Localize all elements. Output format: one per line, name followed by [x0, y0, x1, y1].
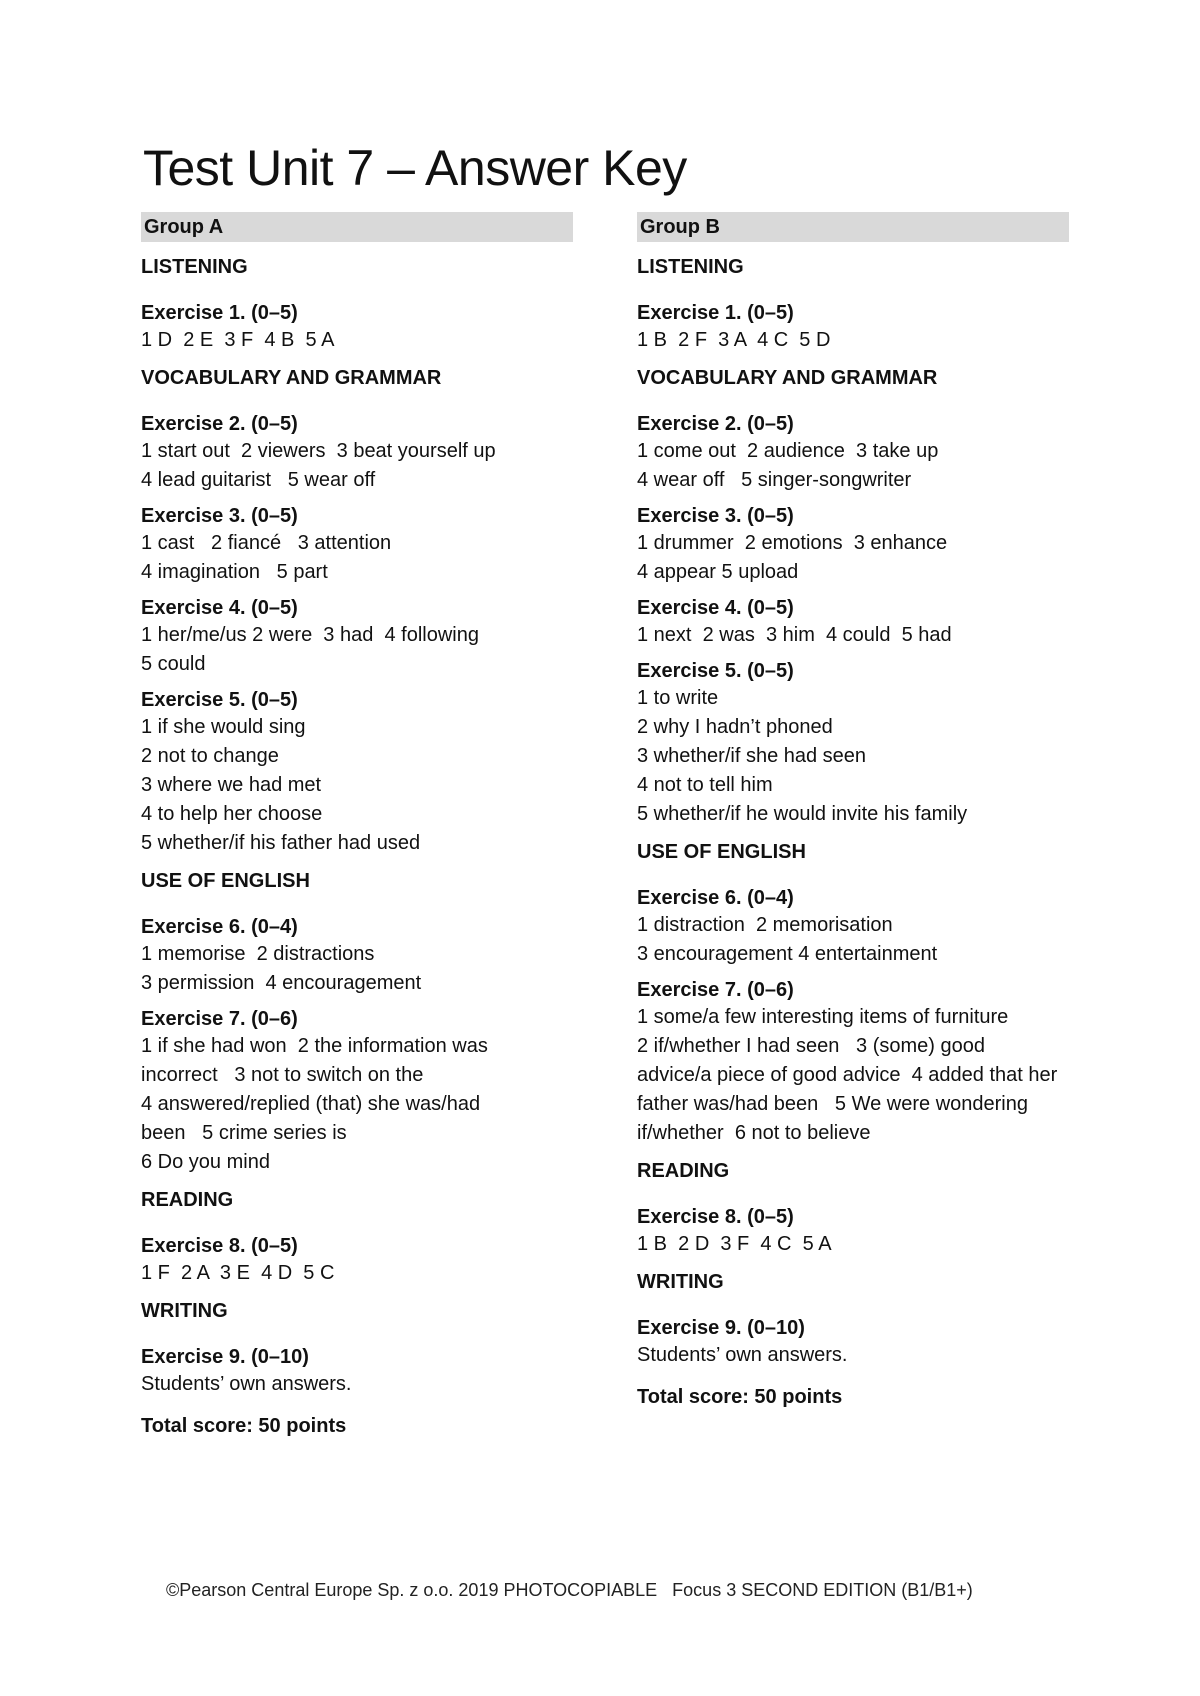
answer-line: 1 drummer 2 emotions 3 enhance — [637, 532, 948, 554]
exercise-block — [637, 503, 1069, 587]
exercise-title: Exercise 6. (0–4) — [637, 887, 794, 909]
answer-line: 4 to help her choose — [141, 803, 323, 825]
answer-line: Students’ own answers. — [141, 1373, 352, 1395]
answer-line: 1 if she would sing — [141, 716, 306, 738]
answer-line: 1 D 2 E 3 F 4 B 5 A — [141, 329, 335, 351]
exercise-title: Exercise 9. (0–10) — [637, 1317, 805, 1339]
answer-line: 2 why I hadn’t phoned — [637, 716, 833, 738]
exercise-block — [141, 687, 573, 858]
answer-line: 2 if/whether I had seen 3 (some) good — [637, 1035, 985, 1057]
page-title: Test Unit 7 – Answer Key — [143, 140, 687, 196]
answer-line: 1 B 2 F 3 A 4 C 5 D — [637, 329, 831, 351]
exercise-title: Exercise 2. (0–5) — [141, 413, 298, 435]
exercise-title: Exercise 7. (0–6) — [141, 1008, 298, 1030]
exercise-title: Exercise 3. (0–5) — [141, 505, 298, 527]
answer-line: 2 not to change — [141, 745, 279, 767]
section-heading: VOCABULARY AND GRAMMAR — [141, 367, 442, 389]
exercise-block — [637, 1315, 1069, 1370]
answer-line: 1 come out 2 audience 3 take up — [637, 440, 939, 462]
exercise-block — [141, 1233, 573, 1288]
answer-line: if/whether 6 not to believe — [637, 1122, 871, 1144]
answer-line: 4 imagination 5 part — [141, 561, 328, 583]
exercise-title: Exercise 1. (0–5) — [141, 302, 298, 324]
exercise-block — [637, 300, 1069, 355]
exercise-title: Exercise 6. (0–4) — [141, 916, 298, 938]
exercise-title: Exercise 8. (0–5) — [637, 1206, 794, 1228]
exercise-block — [141, 1006, 573, 1177]
answer-line: 1 distraction 2 memorisation — [637, 914, 893, 936]
exercise-block — [637, 411, 1069, 495]
answer-line: father was/had been 5 We were wondering — [637, 1093, 1028, 1115]
exercise-block — [141, 300, 573, 355]
answer-line: been 5 crime series is — [141, 1122, 347, 1144]
answer-line: 4 answered/replied (that) she was/had — [141, 1093, 481, 1115]
exercise-title: Exercise 2. (0–5) — [637, 413, 794, 435]
exercise-block — [141, 1344, 573, 1399]
section-heading: READING — [141, 1189, 234, 1211]
exercise-block — [637, 977, 1069, 1148]
exercise-block — [141, 411, 573, 495]
exercise-title: Exercise 8. (0–5) — [141, 1235, 298, 1257]
answer-line: 5 whether/if his father had used — [141, 832, 421, 854]
exercise-block — [637, 658, 1069, 829]
group-header: Group A — [141, 212, 573, 242]
answer-line: 1 her/me/us 2 were 3 had 4 following — [141, 624, 479, 646]
total-score: Total score: 50 points — [637, 1386, 843, 1408]
exercise-title: Exercise 4. (0–5) — [141, 597, 298, 619]
group-header: Group B — [637, 212, 1069, 242]
exercise-title: Exercise 4. (0–5) — [637, 597, 794, 619]
answer-line: 1 memorise 2 distractions — [141, 943, 375, 965]
answer-line: 1 cast 2 fiancé 3 attention — [141, 532, 392, 554]
exercise-block — [637, 885, 1069, 969]
section-heading: VOCABULARY AND GRAMMAR — [637, 367, 938, 389]
exercise-title: Exercise 5. (0–5) — [637, 660, 794, 682]
answer-line: 1 if she had won 2 the information was — [141, 1035, 488, 1057]
answer-line: advice/a piece of good advice 4 added that her — [637, 1064, 1058, 1086]
answer-line: 1 next 2 was 3 him 4 could 5 had — [637, 624, 952, 646]
answer-line: 1 start out 2 viewers 3 beat yourself up — [141, 440, 496, 462]
exercise-block — [141, 914, 573, 998]
section-heading: LISTENING — [637, 256, 744, 278]
section-heading: READING — [637, 1160, 730, 1182]
answer-line: 1 some/a few interesting items of furniture — [637, 1006, 1009, 1028]
exercise-title: Exercise 5. (0–5) — [141, 689, 298, 711]
exercise-title: Exercise 1. (0–5) — [637, 302, 794, 324]
exercise-block — [637, 1204, 1069, 1259]
answer-line: 3 permission 4 encouragement — [141, 972, 422, 994]
group-b-column — [637, 212, 1069, 1412]
exercise-title: Exercise 7. (0–6) — [637, 979, 794, 1001]
answer-line: 4 wear off 5 singer-songwriter — [637, 469, 912, 491]
answer-line: 4 appear 5 upload — [637, 561, 799, 583]
total-score: Total score: 50 points — [141, 1415, 347, 1437]
answer-line: 3 where we had met — [141, 774, 322, 796]
section-heading: USE OF ENGLISH — [637, 841, 806, 863]
answer-line: 3 whether/if she had seen — [637, 745, 867, 767]
exercise-title: Exercise 9. (0–10) — [141, 1346, 309, 1368]
answer-line: incorrect 3 not to switch on the — [141, 1064, 424, 1086]
exercise-block — [637, 595, 1069, 650]
answer-line: 5 could — [141, 653, 206, 675]
answer-line: 1 B 2 D 3 F 4 C 5 A — [637, 1233, 832, 1255]
answer-line: 4 not to tell him — [637, 774, 773, 796]
answer-line: 1 F 2 A 3 E 4 D 5 C — [141, 1262, 335, 1284]
section-heading: USE OF ENGLISH — [141, 870, 310, 892]
answer-line: 4 lead guitarist 5 wear off — [141, 469, 376, 491]
section-heading: LISTENING — [141, 256, 248, 278]
answer-line: 5 whether/if he would invite his family — [637, 803, 968, 825]
answer-line: 6 Do you mind — [141, 1151, 270, 1173]
answer-line: Students’ own answers. — [637, 1344, 848, 1366]
exercise-block — [141, 503, 573, 587]
exercise-block — [141, 595, 573, 679]
group-a-column — [141, 212, 573, 1441]
exercise-title: Exercise 3. (0–5) — [637, 505, 794, 527]
copyright-footer: ©Pearson Central Europe Sp. z o.o. 2019 PHOTOCOPIABLE Focus 3 SECOND EDITION (B1/B1+) — [166, 1580, 973, 1600]
section-heading: WRITING — [637, 1271, 724, 1293]
answer-line: 1 to write — [637, 687, 719, 709]
answer-line: 3 encouragement 4 entertainment — [637, 943, 938, 965]
section-heading: WRITING — [141, 1300, 228, 1322]
